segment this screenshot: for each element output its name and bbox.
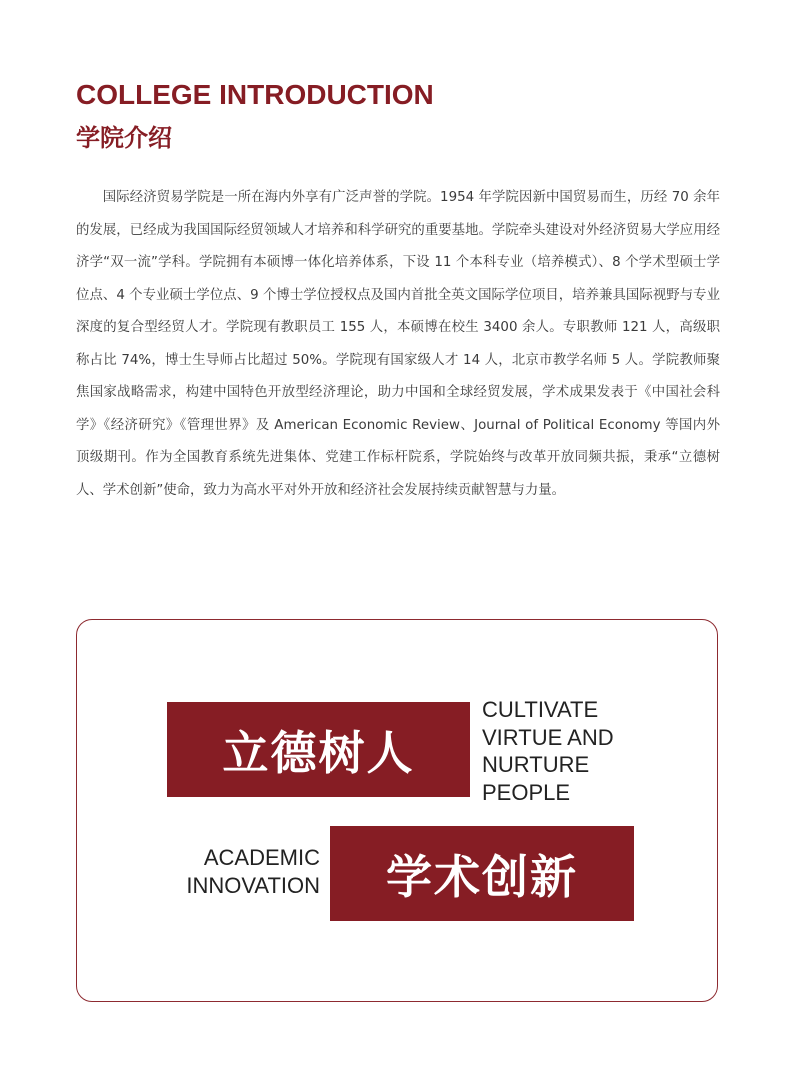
college-introduction-paragraph: 国际经济贸易学院是一所在海内外享有广泛声誉的学院。1954 年学院因新中国贸易而生，历经 70 余年的发展，已经成为我国国际经贸领域人才培养和科学研究的重要基地。学院牵头建设对外经济贸易大学应用经济学“双一流”学科。学院拥有本硕博一体化培养体系，下设 11 个本科专业（培养模式）、8 个学术型硕士学位点、4 个专业硕士学位点、9 个博士学位授权点及国内首批全英文国际学位项目，培养兼具国际视野与专业深度的复合型经贸人才。学院现有教职员工 155 人，本硕博在校生 3400 余人。专职教师 121 人，高级职称占比 74%，博士生导师占比超过 50%。学院现有国家级人才 14 人，北京市教学名师 5 人。学院教师聚焦国家战略需求，构建中国特色开放型经济理论，助力中国和全球经贸发展，学术成果发表于《中国社会科学》《经济研究》《管理世界》及 American Economic Review、Journal of Political Economy 等国内外顶级期刊。作为全国教育系统先进集体、党建工作标杆院系，学院始终与改革开放同频共振，秉承“立德树人、学术创新”使命，致力为高水平对外开放和经济社会发展持续贡献智慧与力量。 — [76, 190, 720, 498]
motto-innovation-english-line: INNOVATION — [186, 872, 320, 898]
motto-virtue-block — [167, 702, 470, 797]
motto-innovation-english — [167, 844, 320, 899]
motto-virtue-english-line: CULTIVATE — [482, 697, 599, 722]
motto-virtue-english — [482, 696, 614, 806]
motto-virtue-english-line: NURTURE — [482, 752, 590, 777]
motto-innovation-block — [330, 826, 634, 921]
motto-virtue-english-line: VIRTUE AND — [482, 724, 614, 750]
motto-virtue-chinese: 立德树人 — [222, 725, 415, 780]
page-title-english: COLLEGE INTRODUCTION — [76, 79, 434, 110]
motto-innovation-english-line: ACADEMIC — [203, 845, 320, 870]
page-title-chinese: 学院介绍 — [76, 124, 172, 152]
motto-virtue-english-line: PEOPLE — [482, 779, 571, 805]
motto-card — [76, 619, 718, 1002]
motto-innovation-chinese: 学术创新 — [386, 849, 578, 904]
